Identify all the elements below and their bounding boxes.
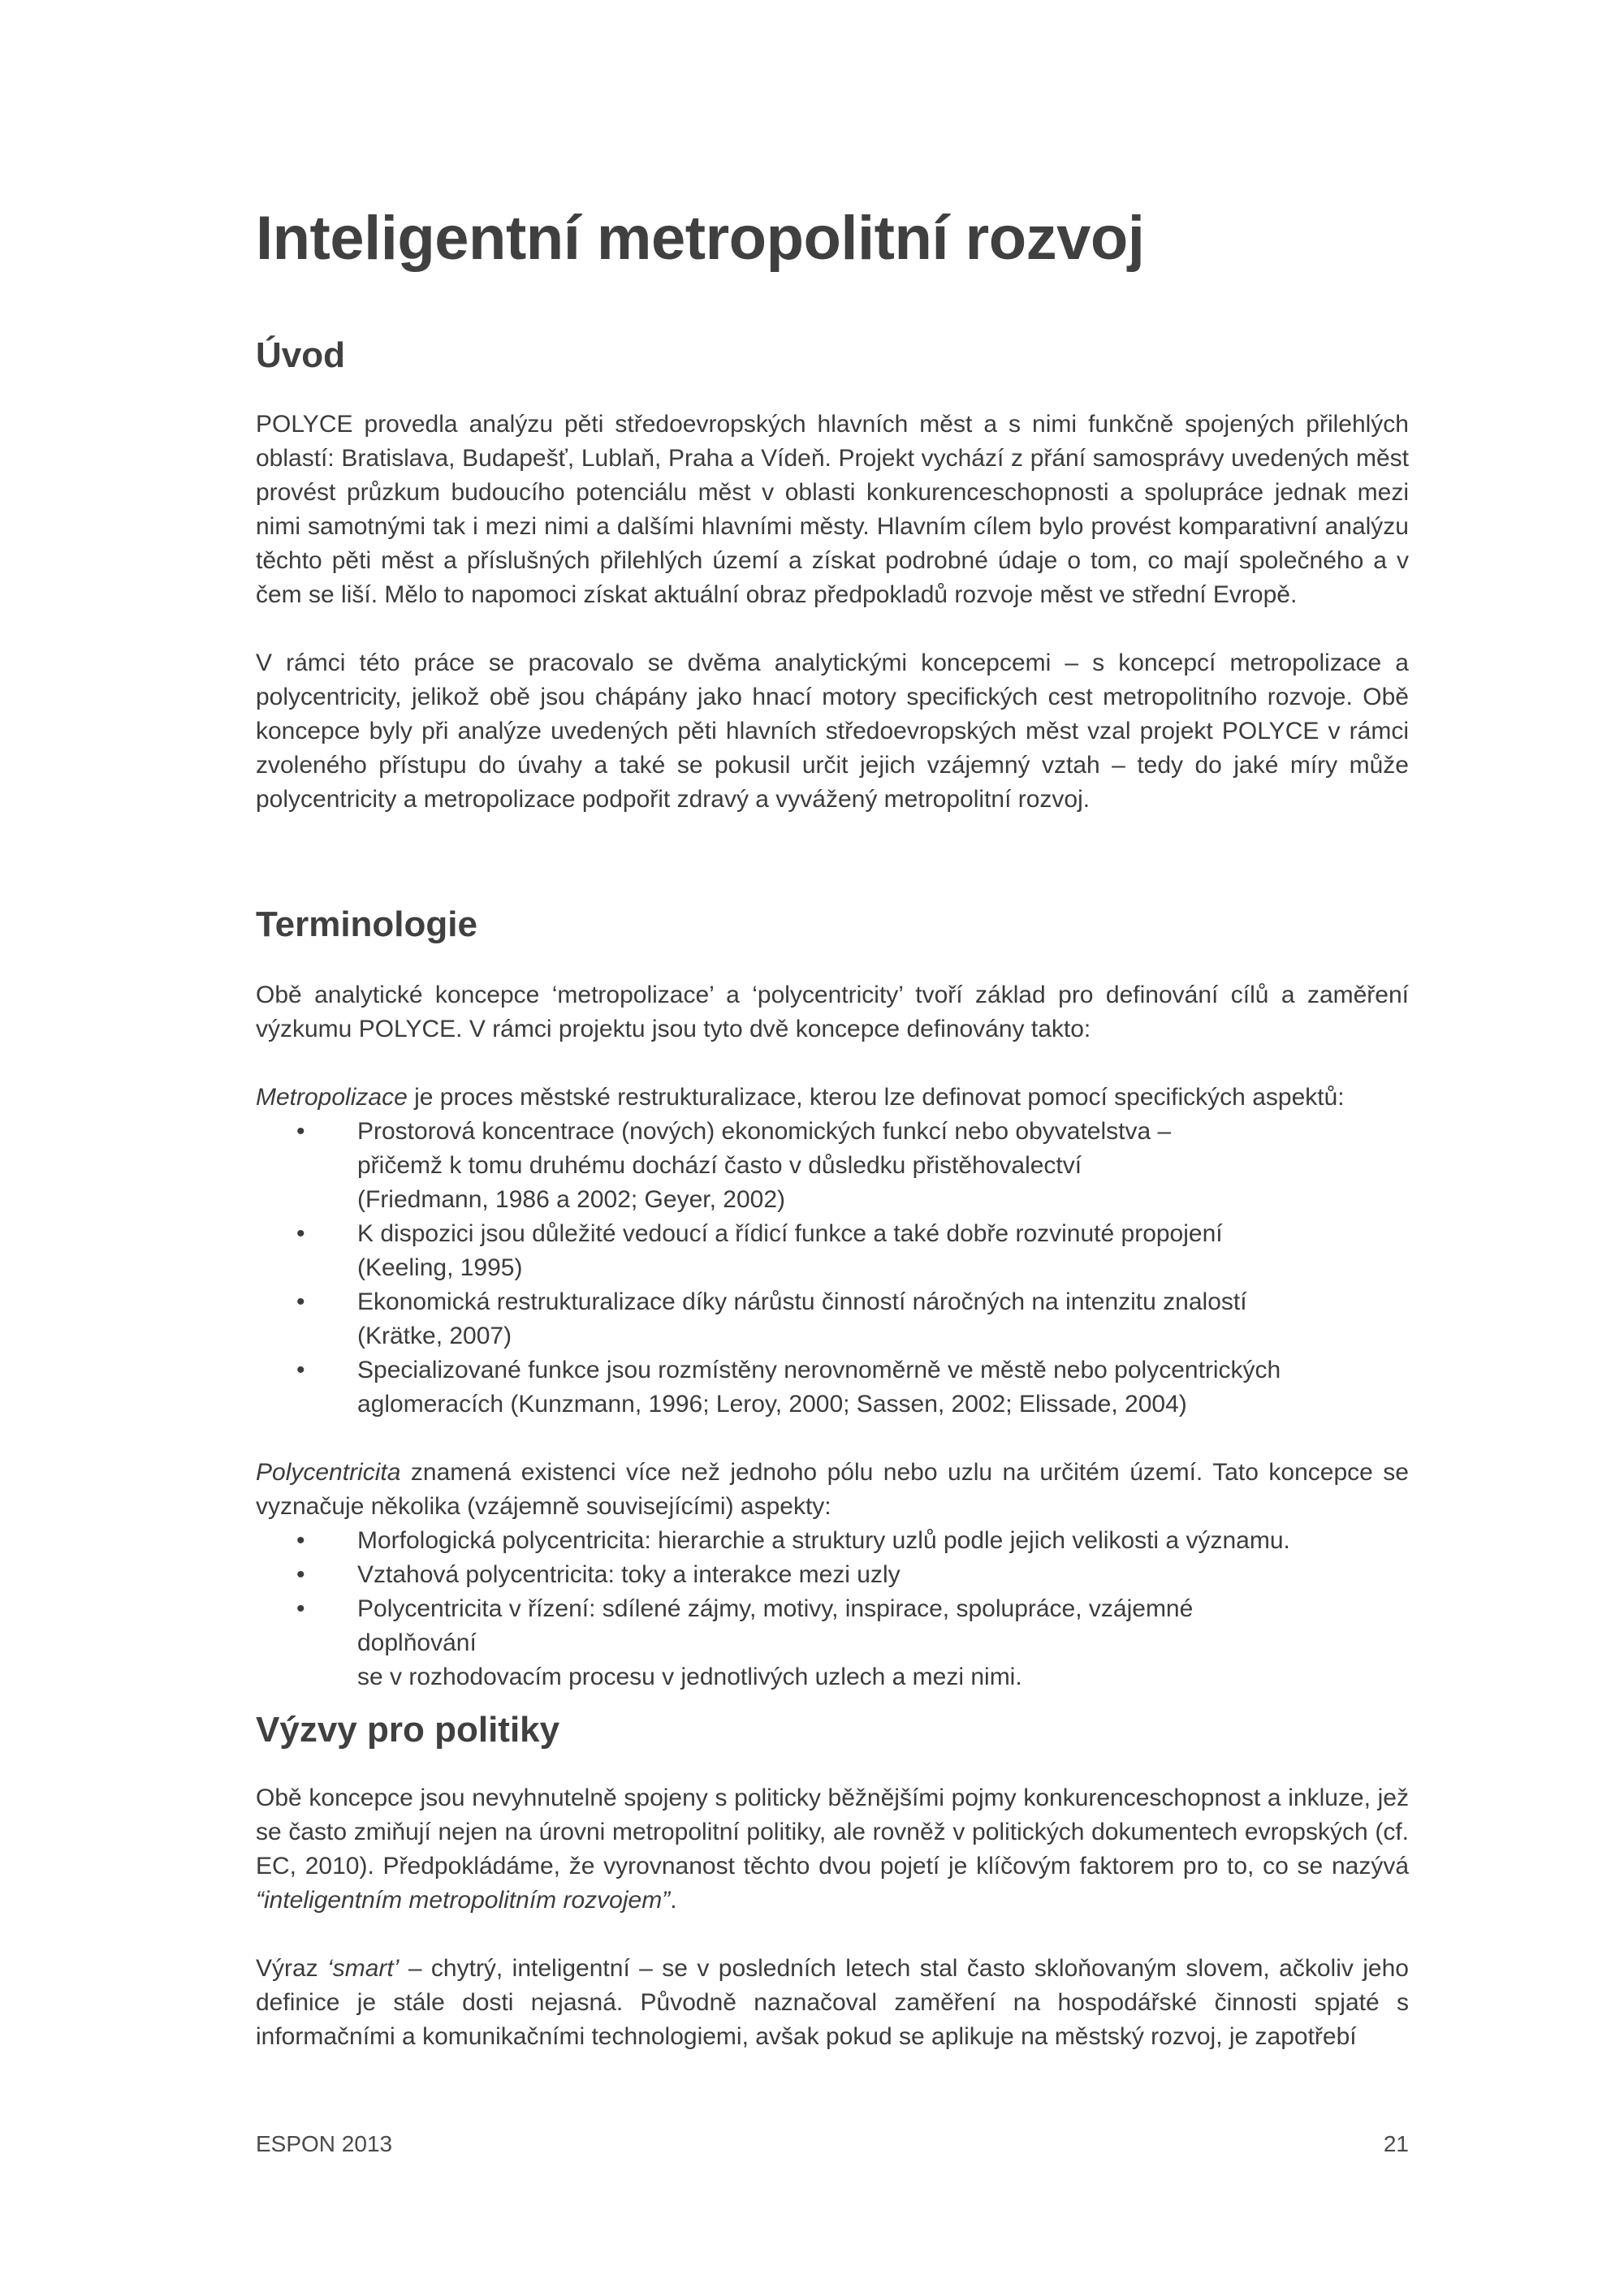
metropolizace-term: Metropolizace (256, 1084, 408, 1111)
metropolizace-bullet-line: K dispozici jsou důležité vedoucí a řídicí funkce a také dobře rozvinuté propojení (357, 1220, 1223, 1247)
terminologie-paragraph-1: Obě analytické koncepce ‘metropolizace’ a ‘polycentricity’ tvoří základ pro definování cílů a zaměření výzkumu POLYCE. V rámci projektu jsou tyto dvě koncepce definovány takto: (256, 982, 1409, 1042)
uvod-paragraph-2: V rámci této práce se pracovalo se dvěma analytickými koncepcemi – s koncepcí metropolizace a polycentricity, jelikož obě jsou chápány jako hnací motory specifických cest metropolitního rozvoje. Obě koncepce byly při analýze uvedených pěti hlavních středoevropských měst vzal projekt POLYCE v rámci zvoleného přístupu do úvahy a také se pokusil určit jejich vzájemný vztah – tedy do jaké míry může polycentricity a metropolizace podpořit zdravý a vyvážený metropolitní rozvoj. (256, 650, 1409, 813)
vyzvy-p1-emphasis: “inteligentním metropolitním rozvojem” (256, 1887, 671, 1914)
metropolizace-aspect-list (256, 1115, 1409, 1422)
heading-vyzvy: Výzvy pro politiky (256, 1710, 560, 1750)
metropolizace-bullet-line: přičemž k tomu druhému dochází často v důsledku přistěhovalectví (357, 1152, 1082, 1179)
polycentricita-definition-text: znamená existenci více než jednoho pólu nebo uzlu na určitém území. Tato koncepce se vyznačuje několika (vzájemně souvisejícími) aspekty: (256, 1459, 1409, 1520)
polycentricita-bullet-item (256, 1558, 1315, 1592)
metropolizace-bullet-item (256, 1115, 1315, 1217)
vyzvy-p2-end: – chytrý, inteligentní – se v posledních letech stal často skloňovaným slovem, ačkoliv jeho definice je stále dosti nejasná. Původně naznačoval zaměření na hospodářské činnosti spjaté s informačními a komunikačními technologiemi, avšak pokud se aplikuje na městský rozvoj, je zapotřebí (256, 1955, 1409, 2050)
terminologie-text (256, 978, 1409, 1694)
polycentricita-term: Polycentricita (256, 1459, 401, 1486)
metropolizace-bullet-item (256, 1217, 1315, 1285)
polycentricita-bullet-line: se v rozhodovacím procesu v jednotlivých uzlech a mezi nimi. (357, 1664, 1022, 1690)
vyzvy-p1-end: . (670, 1887, 677, 1914)
vyzvy-p1-text: Obě koncepce jsou nevyhnutelně spojeny s politicky běžnějšími pojmy konkurenceschopnost a inkluze, jež se často zmiňují nejen na úrovni metropolitní politiky, ale rovněž v politických dokumentech evropských (cf. EC, 2010). Předpokládáme, že vyrovnanost těchto dvou pojetí je klíčovým faktorem pro to, co se nazývá (256, 1785, 1409, 1880)
bullet-icon: • (296, 1220, 305, 1247)
polycentricita-aspect-list (256, 1524, 1409, 1694)
metropolizace-bullet-line: (Friedmann, 1986 a 2002; Geyer, 2002) (357, 1186, 785, 1213)
heading-terminologie: Terminologie (256, 904, 477, 944)
bullet-icon: • (296, 1595, 305, 1622)
metropolizace-definition (256, 1081, 1409, 1115)
polycentricita-bullet-item (256, 1592, 1315, 1694)
metropolizace-bullet-line: (Keeling, 1995) (357, 1254, 523, 1281)
vyzvy-p2-text: Výraz (256, 1955, 328, 1982)
bullet-icon: • (296, 1288, 305, 1315)
bullet-icon: • (296, 1357, 305, 1383)
polycentricita-definition (256, 1456, 1409, 1524)
vyzvy-p2-emphasis: ‘smart’ (327, 1955, 400, 1982)
metropolizace-definition-text: je proces městské restrukturalizace, kterou lze definovat pomocí specifických aspektů: (407, 1084, 1345, 1111)
polycentricita-bullet-line: Morfologická polycentricita: hierarchie a struktury uzlů podle jejich velikosti a významu. (357, 1527, 1290, 1554)
polycentricita-bullet-line: Vztahová polycentricita: toky a interakce mezi uzly (357, 1561, 901, 1588)
metropolizace-bullet-line: Prostorová koncentrace (nových) ekonomických funkcí nebo obyvatelstva – (357, 1118, 1172, 1145)
page-title: Inteligentní metropolitní rozvoj (256, 204, 1145, 273)
vyzvy-paragraph-2 (256, 1952, 1409, 2054)
vyzvy-paragraph-1 (256, 1781, 1409, 1918)
metropolizace-bullet-line: aglomeracích (Kunzmann, 1996; Leroy, 2000; Sassen, 2002; Elissade, 2004) (357, 1391, 1187, 1418)
uvod-text (256, 408, 1409, 817)
bullet-icon: • (296, 1561, 305, 1588)
metropolizace-bullet-item (256, 1285, 1315, 1353)
bullet-icon: • (296, 1118, 305, 1145)
metropolizace-bullet-item (256, 1353, 1315, 1422)
footer-publisher: ESPON 2013 (256, 2131, 393, 2156)
heading-uvod: Úvod (256, 335, 345, 375)
metropolizace-bullet-line: (Krätke, 2007) (357, 1323, 512, 1349)
bullet-icon: • (296, 1527, 305, 1554)
polycentricita-bullet-line: Polycentricita v řízení: sdílené zájmy, motivy, inspirace, spolupráce, vzájemné doplňování (357, 1595, 1194, 1656)
metropolizace-bullet-line: Ekonomická restrukturalizace díky nárůstu činností náročných na intenzitu znalostí (357, 1288, 1247, 1315)
vyzvy-text (256, 1781, 1409, 2054)
polycentricita-bullet-item (256, 1524, 1315, 1558)
uvod-paragraph-1: POLYCE provedla analýzu pěti středoevropských hlavních měst a s nimi funkčně spojených přilehlých oblastí: Bratislava, Budapešť, Lublaň, Praha a Vídeň. Projekt vychází z přání samosprávy uvedených měst provést průzkum budoucího potenciálu měst v oblasti konkurenceschopnosti a spolupráce jednak mezi nimi samotnými tak i mezi nimi a dalšími hlavními městy. Hlavním cílem bylo provést komparativní analýzu těchto pěti měst a příslušných přilehlých území a získat podrobné údaje o tom, co mají společného a v čem se liší. Mělo to napomoci získat aktuální obraz předpokladů rozvoje měst ve střední Evropě. (256, 411, 1409, 608)
metropolizace-bullet-line: Specializované funkce jsou rozmístěny nerovnoměrně ve městě nebo polycentrických (357, 1357, 1281, 1383)
page-number: 21 (1383, 2131, 1409, 2156)
